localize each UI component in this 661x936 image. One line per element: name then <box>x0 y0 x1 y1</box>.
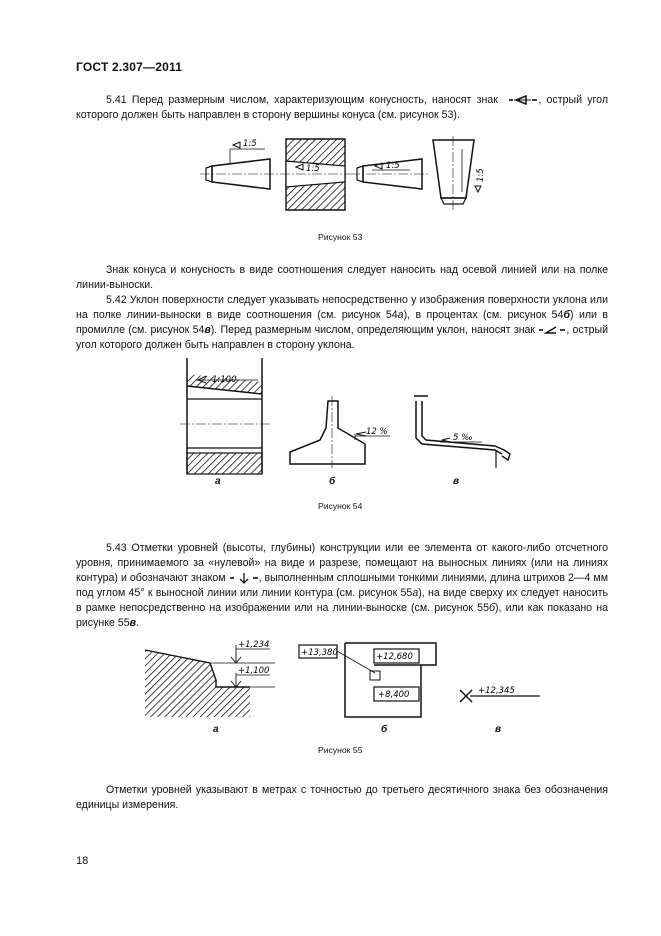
figure-54-caption: Рисунок 54 <box>318 501 363 511</box>
figure-ref: а <box>397 309 404 321</box>
fig55-label-1: +1,234 <box>238 640 270 650</box>
paragraph-5-42 <box>76 293 608 353</box>
paragraph-text: , острый угол которого должен быть направлен в сторону вершины конуса (см. рисунок 53). <box>76 94 609 121</box>
paragraph-text: . <box>136 617 139 629</box>
slope-sign-icon <box>538 325 566 335</box>
level-mark-sign-icon <box>229 572 259 584</box>
fig55-label-4: +12,680 <box>376 652 413 662</box>
fig54-sublabel-b: б <box>329 476 336 487</box>
paragraph-text: , острый угол которого должен быть направлен в сторону уклона. <box>76 324 609 351</box>
cone-view-4 <box>433 136 481 210</box>
figure-54 <box>170 356 530 476</box>
document-header: ГОСТ 2.307—2011 <box>76 60 183 74</box>
fig53-label-2: 1:5 <box>306 164 320 174</box>
paragraph-text: ), в процентах (см. рисунок 54 <box>403 309 564 321</box>
page-number: 18 <box>76 855 89 867</box>
paragraph-text: ), или как показано на рисунке 55 <box>76 602 608 629</box>
fig55-label-6: +12,345 <box>478 686 515 696</box>
slope-figure-v <box>414 396 510 468</box>
fig53-label-3: 1:5 <box>386 161 400 171</box>
figure-55 <box>140 635 560 725</box>
figure-ref: б <box>563 309 571 321</box>
cone-section-2 <box>280 139 350 210</box>
paragraph-text: 5.43 Отметки уровней (высоты, глубины) конструкции или ее элемента от какого-либо отсчетного уровня, принимаемого за «нулевой» на виде и разрезе, помещают на выносных линиях (или на линиях контура) и обозначают знаком <box>76 542 608 584</box>
fig55-label-3: +13,380 <box>301 648 338 658</box>
fig55-label-2: +1,100 <box>238 666 270 676</box>
paragraph-text: , выполненным сплошными тонкими линиями, длина штрихов 2—4 мм под углом 45° к выносной линии или линии контура (см. рисунок 55 <box>76 572 608 599</box>
level-mark-figure-a <box>145 645 275 717</box>
fig54-sublabel-v: в <box>453 476 460 487</box>
paragraph-cone: Знак конуса и конусность в виде соотношения следует наносить над осевой линией или на полке линии-выноски. <box>76 264 608 291</box>
figure-53-caption: Рисунок 53 <box>318 232 363 242</box>
paragraph-level-units: Отметки уровней указывают в метрах с точностью до третьего десятичного знака без обозначения единицы измерения. <box>76 784 608 811</box>
fig54-label-v: 5 ‰ <box>453 433 473 443</box>
figure-ref: в <box>129 617 137 629</box>
paragraph-text: ), на виде сверху их следует наносить в рамке непосредственно на изображении или на линии-выноске (см. рисунок 55 <box>76 587 608 614</box>
paragraph-text: ). Перед размерным числом, определяющим уклон, наносят знак <box>210 324 536 336</box>
fig54-label-a: 1:100 <box>212 375 237 385</box>
figure-ref: в <box>204 324 211 336</box>
paragraph-text: 5.42 Уклон поверхности следует указывать непосредственно у изображения поверхности уклона или на полке линии-выноски в виде соотношения (см. рисунок 54 <box>76 294 608 321</box>
paragraph-text: 5.41 Перед размерным числом, характеризующим конусность, наносят знак <box>106 94 498 106</box>
fig53-label-1: 1:5 <box>243 139 257 149</box>
fig55-sublabel-b: б <box>381 724 388 735</box>
figure-55-caption: Рисунок 55 <box>318 745 363 755</box>
figure-53 <box>200 134 500 214</box>
fig55-sublabel-v: в <box>495 724 502 735</box>
paragraph-5-41 <box>76 93 608 123</box>
fig54-sublabel-a: а <box>215 476 221 487</box>
paragraph-5-43 <box>76 541 608 631</box>
cone-sign-icon <box>508 95 538 105</box>
cone-view-1 <box>200 142 280 189</box>
fig55-label-5: +8,400 <box>378 690 410 700</box>
figure-ref: а <box>412 587 419 599</box>
fig55-sublabel-a: а <box>213 724 219 735</box>
paragraph-text: ) или в промилле (см. рисунок 54 <box>76 309 608 336</box>
fig53-label-4: 1:5 <box>476 168 486 182</box>
figure-ref: б <box>488 602 495 614</box>
fig54-label-b: 12 % <box>366 427 388 437</box>
